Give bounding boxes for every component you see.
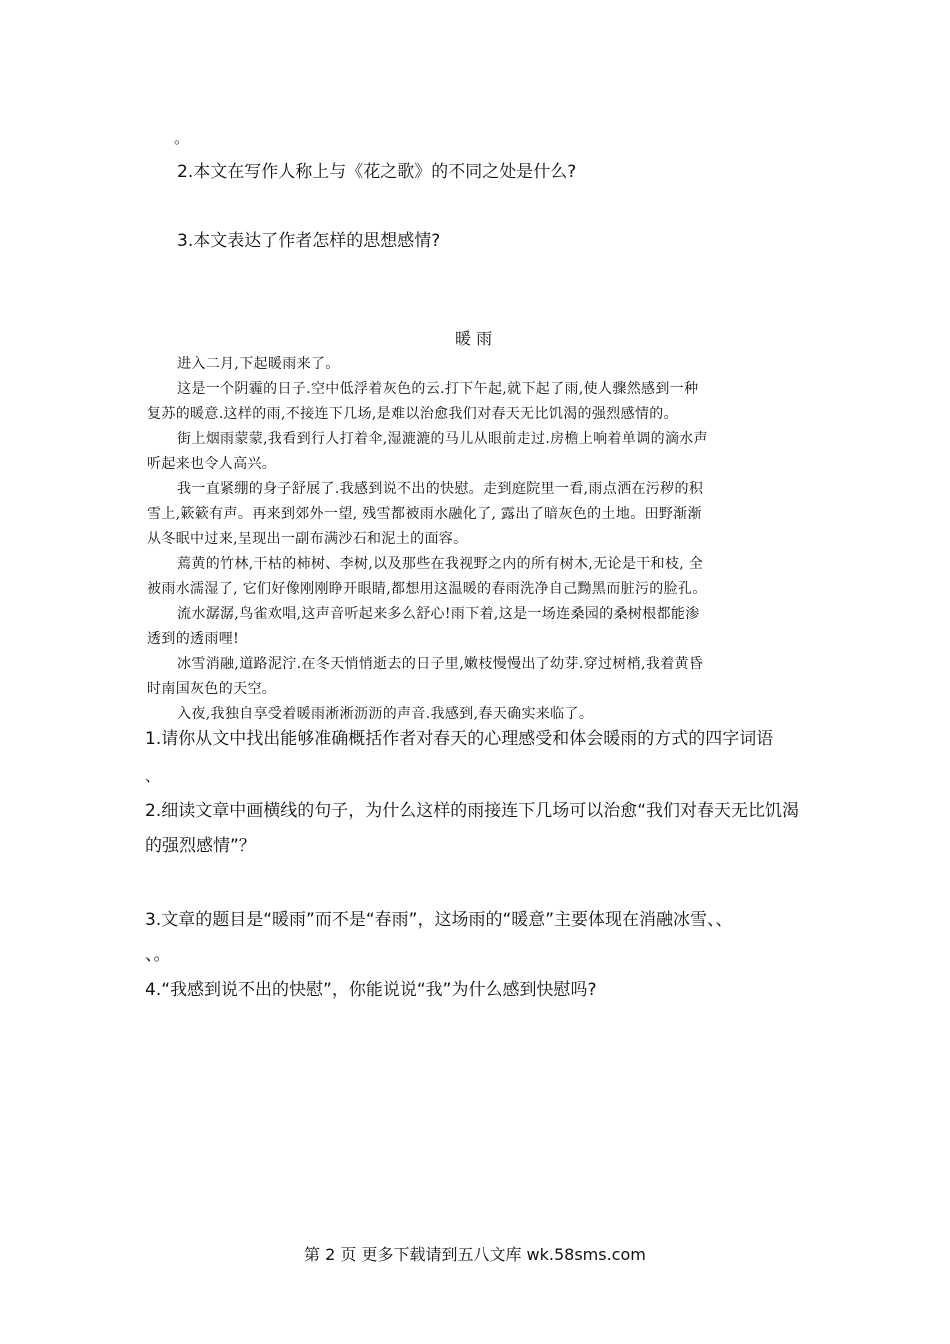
article-title: 暖 雨 — [455, 329, 493, 348]
stray-period: 。 — [174, 129, 190, 147]
article-line: 复苏的暖意.这样的雨,不接连下几场,是难以治愈我们对春天无比饥渴的强烈感情的。 — [147, 406, 678, 422]
article-line: 街上烟雨蒙蒙,我看到行人打着伞,湿漉漉的马儿从眼前走过.房檐上响着单调的滴水声 — [177, 431, 708, 447]
question-1-blank: 、 — [145, 767, 161, 785]
article-line: 这是一个阴霾的日子.空中低浮着灰色的云.打下午起,就下起了雨,使人骤然感到一种 — [177, 381, 699, 397]
article-line: 被雨水濡湿了, 它们好像刚刚睁开眼睛,都想用这温暖的春雨洗净自己黝黑而脏污的脸孔。 — [147, 581, 707, 597]
article-line: 时南国灰色的天空。 — [147, 681, 277, 697]
article-line: 流水潺潺,鸟雀欢唱,这声音听起来多么舒心!雨下着,这是一场连桑园的桑树根都能渗 — [177, 606, 700, 622]
article-line: 入夜,我独自享受着暖雨淅淅沥沥的声音.我感到,春天确实来临了。 — [177, 706, 594, 722]
question-1: 1.请你从文中找出能够准确概括作者对春天的心理感受和体会暖雨的方式的四字词语 — [145, 729, 774, 749]
question-3-line1: 3.文章的题目是“暖雨”而不是“春雨”，这场雨的“暖意”主要体现在消融冰雪、、 — [145, 910, 733, 930]
question-4: 4.“我感到说不出的快慰”，你能说说“我”为什么感到快慰吗? — [145, 980, 597, 1000]
article-line: 我一直紧绷的身子舒展了.我感到说不出的快慰。走到庭院里一看,雨点洒在污秽的积 — [177, 481, 704, 497]
article-line: 蔫黄的竹林,干枯的柿树、李树,以及那些在我视野之内的所有树木,无论是干和枝, 全 — [177, 556, 704, 572]
article-line: 透到的透雨哩! — [147, 631, 240, 647]
article-line: 听起来也令人高兴。 — [147, 456, 277, 472]
question-3-top: 3.本文表达了作者怎样的思想感情? — [177, 231, 441, 251]
article-line: 从冬眠中过来,呈现出一副布满沙石和泥土的面容。 — [147, 531, 468, 547]
article-line: 雪上,簌簌有声。再来到郊外一望, 残雪都被雨水融化了, 露出了暗灰色的土地。田野渐渐 — [147, 506, 702, 522]
question-2-line2: 的强烈感情”？ — [145, 836, 256, 856]
question-2-top: 2.本文在写作人称上与《花之歌》的不同之处是什么? — [177, 162, 577, 182]
question-2-line1: 2.细读文章中画横线的句子，为什么这样的雨接连下几场可以治愈“我们对春天无比饥渴 — [145, 801, 800, 821]
page-footer: 第 2 页 更多下载请到五八文库 wk.58sms.com — [304, 1245, 646, 1264]
article-line: 冰雪消融,道路泥泞.在冬天悄悄逝去的日子里,嫩枝慢慢出了幼芽.穿过树梢,我着黄昏 — [177, 656, 704, 672]
article-line: 进入二月,下起暖雨来了。 — [177, 356, 340, 372]
question-3-line2: 、。 — [145, 945, 171, 965]
